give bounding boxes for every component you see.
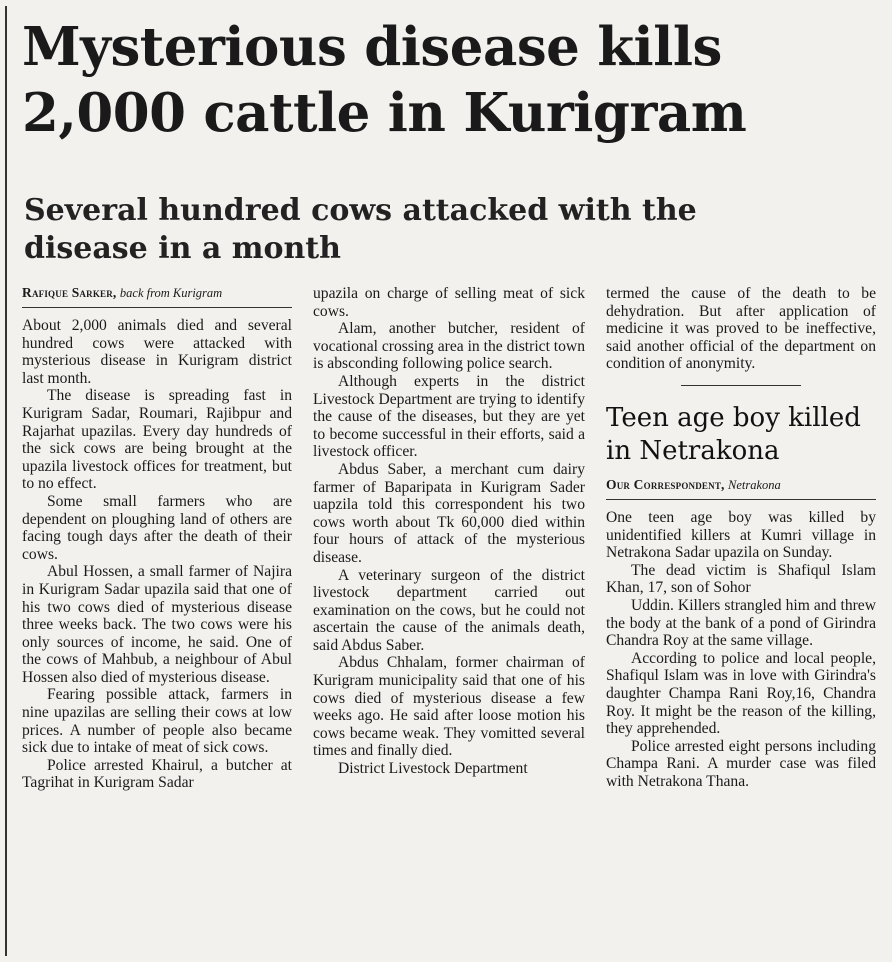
paragraph: Although experts in the district Livestock Department are trying to identify the cause of the diseases, but they are yet to become successful in their efforts, said a livestock officer. [313,372,585,461]
article-column-1 [22,285,292,792]
paragraph: Abdus Chhalam, former chairman of Kurigram municipality said that one of his cows died of mysterious disease a few weeks ago. He said after loose motion his cows became weak. They vomitted several times and finally died. [313,654,585,760]
byline [22,285,292,301]
story2-byline [606,477,876,493]
paragraph: One teen age boy was killed by unidentified killers at Kumri village in Netrakona Sadar upazila on Sunday. [606,508,876,562]
byline-name: Our Correspondent, [606,476,725,492]
article-column-2 [313,285,585,778]
paragraph: Abul Hossen, a small farmer of Najira in Kurigram Sadar upazila said that one of his two cows died of mysterious disease three weeks back. The two cows were his only sources of income, he said. One of the cows of Mahbub, a neighbour of Abul Hossen also died of mysterious disease. [22,563,292,686]
paragraph: Fearing possible attack, farmers in nine upazilas are selling their cows at low prices. A number of people also became sick due to intake of meat of sick cows. [22,686,292,757]
paragraph: Abdus Saber, a merchant cum dairy farmer of Baparipata in Kurigram Sader uapzila told this correspondent his two cows worth about Tk 60,000 died within four hours of attack of the mysterious disease. [313,460,585,566]
paragraph: Alam, another butcher, resident of vocational crossing area in the district town is absconding following police search. [313,320,585,373]
paragraph: Uddin. Killers strangled him and threw the body at the bank of a pond of Girindra Chandra Roy at the same village. [606,596,876,650]
paragraph: The dead victim is Shafiqul Islam Khan, 17, son of Sohor [606,561,876,597]
byline-place: back from Kurigram [119,286,223,300]
paragraph: About 2,000 animals died and several hundred cows were attacked with mysterious disease in Kurigram district last month. [22,317,292,387]
left-column-rule [5,6,7,956]
byline-divider [22,307,292,308]
paragraph: Police arrested Khairul, a butcher at Tagrihat in Kurigram Sadar [22,756,292,792]
article-column-3 [606,285,876,790]
byline-divider [606,499,876,500]
byline-name: Rafique Sarker, [22,285,117,300]
paragraph: termed the cause of the death to be dehydration. But after application of medicine it was proved to be ineffective, said another official of the department on condition of anonymity. [606,285,876,373]
paragraph: The disease is spreading fast in Kurigram Sadar, Roumari, Rajibpur and Rajarhat upazilas. Every day hundreds of the sick cows are being brought at the upazila livestock offices for treatment, but to no effect. [22,387,292,493]
byline-place: Netrakona [727,477,781,492]
paragraph: Police arrested eight persons including Champa Rani. A murder case was filed with Netrakona Thana. [606,737,876,790]
paragraph: According to police and local people, Shafiqul Islam was in love with Girindra's daughter Champa Rani Roy,16, Chandra Roy. It might be the reason of the killing, they apprehended. [606,649,876,738]
story2-headline: Teen age boy killed in Netrakona [606,402,861,466]
story-separator [681,385,801,386]
subheadline: Several hundred cows attacked with the disease in a month [24,193,697,266]
headline: Mysterious disease kills 2,000 cattle in Kurigram [22,16,747,144]
paragraph: District Livestock Department [338,760,528,778]
paragraph: Some small farmers who are dependent on ploughing land of others are facing tough days after the death of their cows. [22,492,292,563]
paragraph: A veterinary surgeon of the district livestock department carried out examination on the cows, but he could not ascertain the cause of the animals death, said Abdus Saber. [313,566,585,654]
paragraph: upazila on charge of selling meat of sick cows. [313,285,585,320]
